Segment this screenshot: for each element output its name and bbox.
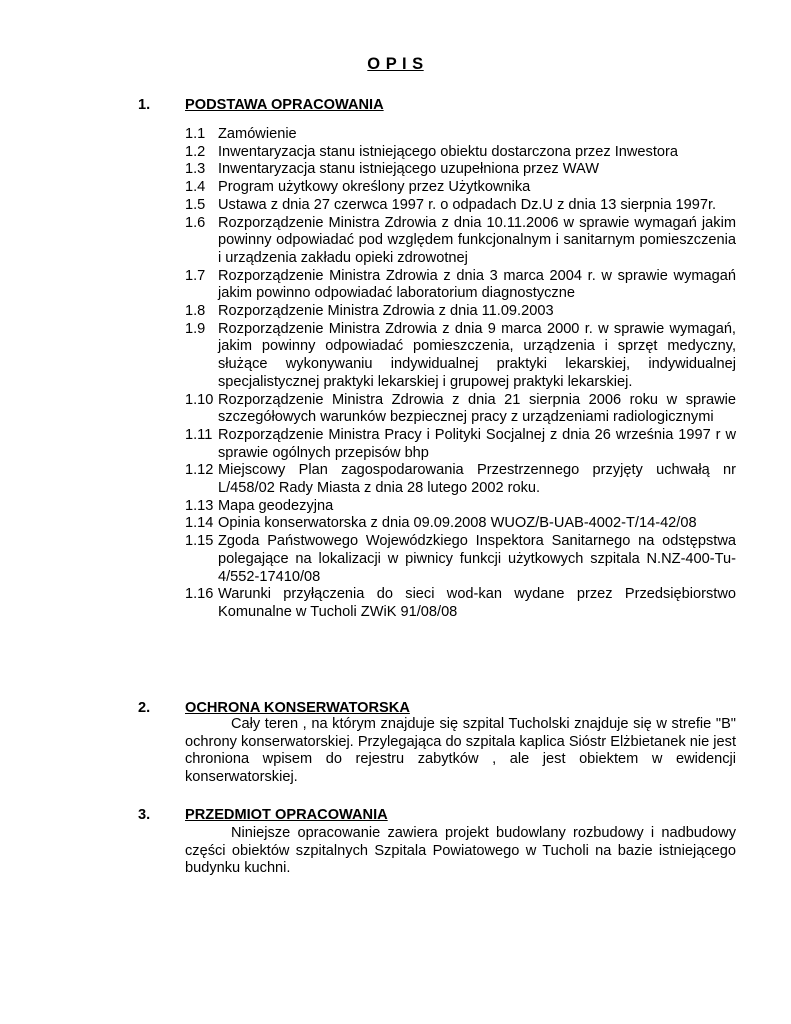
section-1-number: 1. (138, 97, 151, 113)
item-text: Zamówienie (218, 126, 297, 142)
section-3-number: 3. (138, 807, 151, 823)
list-item (185, 161, 736, 179)
item-number: 1.12 (185, 462, 214, 479)
item-number: 1.9 (185, 320, 206, 337)
list-item (185, 303, 736, 321)
item-number: 1.1 (185, 126, 206, 142)
section-2-text: Cały teren , na którym znajduje się szpital Tucholski znajduje się w strefie "B" ochrony konserwatorskiej. Przylegająca do szpitala kaplica Sióstr Elżbietanek nie jest chroniona wpisem do rejestru zabytków , ale jest obiektem w ewidencji konserwatorskiej. (185, 716, 736, 786)
item-text: Rozporządzenie Ministra Zdrowia z dnia 10.11.2006 w sprawie wymagań jakim powinny odpowiadać pod względem funkcjonalnym i sanitarnym pomieszczenia i urządzenia zakładu opieki zdrowotnej (218, 214, 736, 266)
section-3-title: PRZEDMIOT OPRACOWANIA (185, 807, 388, 823)
item-text: Zgoda Państwowego Wojewódzkiego Inspektora Sanitarnego na odstępstwa polegające na lokalizacji w piwnicy funkcji użytkowych szpitala N.NZ-400-Tu-4/552-17410/08 (218, 533, 736, 585)
reference-list (185, 126, 736, 622)
list-item (185, 515, 736, 533)
list-item (185, 144, 736, 162)
list-item (185, 533, 736, 586)
list-item (185, 462, 736, 497)
section-3-heading (138, 806, 388, 824)
item-text: Rozporządzenie Ministra Zdrowia z dnia 21 sierpnia 2006 roku w sprawie szczegółowych warunków bezpiecznej pracy z urządzeniami radiologicznymi (218, 391, 736, 426)
item-text: Inwentaryzacja stanu istniejącego obiektu dostarczona przez Inwestora (218, 143, 678, 160)
item-number: 1.6 (185, 214, 206, 231)
list-item (185, 126, 736, 144)
list-item (185, 586, 736, 621)
item-text: Rozporządzenie Ministra Zdrowia z dnia 9 marca 2000 r. w sprawie wymagań, jakim powinny odpowiadać pomieszczenia, urządzenia i sprzęt medyczny, służące wykonywaniu indywidualnej praktyki lekarskiej, indywidualnej specjalistycznej praktyki lekarskiej i grupowej praktyki lekarskiej. (218, 320, 736, 390)
section-1-title: PODSTAWA OPRACOWANIA (185, 97, 384, 113)
section-2-heading (138, 699, 410, 717)
item-number: 1.3 (185, 161, 206, 178)
item-number: 1.4 (185, 179, 206, 196)
item-number: 1.11 (185, 426, 213, 443)
section-3-text: Niniejsze opracowanie zawiera projekt budowlany rozbudowy i nadbudowy części obiektów szpitalnych Szpitala Powiatowego w Tucholi na bazie istniejącego budynku kuchni. (185, 825, 736, 877)
item-text: Opinia konserwatorska z dnia 09.09.2008 WUOZ/B-UAB-4002-T/14-42/08 (218, 515, 697, 532)
item-number: 1.14 (185, 515, 214, 532)
item-number: 1.16 (185, 586, 214, 603)
item-number: 1.13 (185, 497, 214, 514)
list-item (185, 392, 736, 427)
item-text: Rozporządzenie Ministra Zdrowia z dnia 3 marca 2004 r. w sprawie wymagań jakim powinno odpowiadać laboratorium diagnostyczne (218, 267, 736, 302)
list-item (185, 179, 736, 197)
item-text: Rozporządzenie Ministra Pracy i Polityki Socjalnej z dnia 26 września 1997 r w sprawie ogólnych przepisów bhp (218, 426, 736, 461)
item-number: 1.15 (185, 533, 214, 550)
item-text: Warunki przyłączenia do sieci wod-kan wydane przez Przedsiębiorstwo Komunalne w Tucholi ZWiK 91/08/08 (218, 586, 736, 620)
list-item (185, 215, 736, 268)
item-text: Program użytkowy określony przez Użytkownika (218, 179, 531, 196)
list-item (185, 268, 736, 303)
page-title: O P I S (367, 55, 424, 73)
item-text: Mapa geodezyjna (218, 497, 334, 514)
section-2-title: OCHRONA KONSERWATORSKA (185, 700, 410, 716)
list-item (185, 197, 736, 215)
section-2-paragraph (185, 716, 736, 787)
item-number: 1.2 (185, 143, 206, 160)
item-number: 1.5 (185, 196, 206, 213)
list-item (185, 321, 736, 392)
item-text: Miejscowy Plan zagospodarowania Przestrzennego przyjęty uchwałą nr L/458/02 Rady Miasta z dnia 28 lutego 2002 roku. (218, 462, 736, 497)
item-text: Rozporządzenie Ministra Zdrowia z dnia 11.09.2003 (218, 303, 554, 320)
list-item (185, 498, 736, 516)
item-text: Inwentaryzacja stanu istniejącego uzupełniona przez WAW (218, 161, 599, 178)
item-number: 1.10 (185, 391, 214, 408)
section-1-heading (138, 96, 384, 114)
section-2-number: 2. (138, 700, 151, 716)
section-3-paragraph (185, 825, 736, 878)
list-item (185, 427, 736, 462)
item-number: 1.8 (185, 303, 206, 320)
item-text: Ustawa z dnia 27 czerwca 1997 r. o odpadach Dz.U z dnia 13 sierpnia 1997r. (218, 196, 717, 213)
item-number: 1.7 (185, 267, 206, 284)
